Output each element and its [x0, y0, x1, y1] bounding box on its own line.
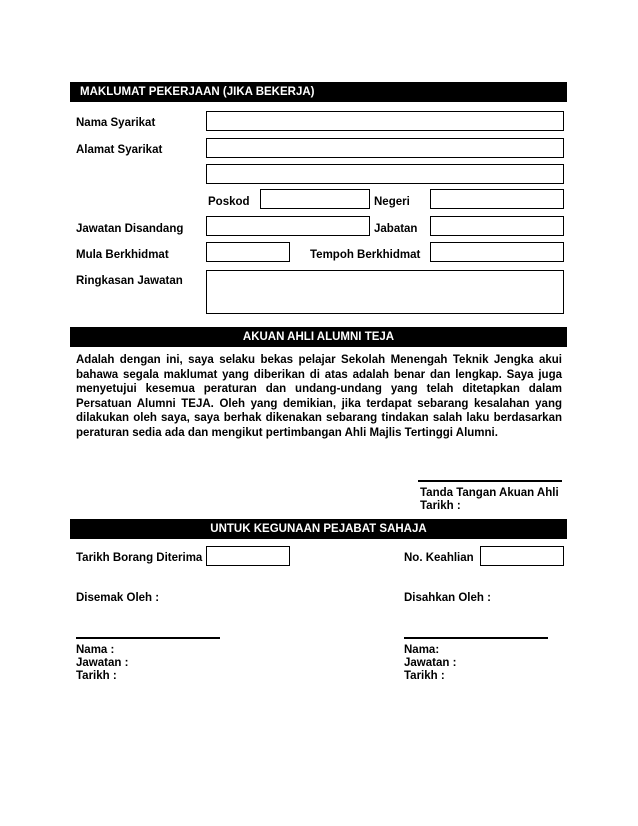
position-held-label: Jawatan Disandang — [76, 223, 184, 235]
checker-name-label: Nama : — [76, 644, 115, 656]
job-summary-label: Ringkasan Jawatan — [76, 275, 183, 287]
postcode-label: Poskod — [208, 196, 250, 208]
employment-section-header — [70, 82, 567, 102]
checked-by-label: Disemak Oleh : — [76, 592, 160, 604]
company-name-label: Nama Syarikat — [76, 117, 156, 129]
form-received-date-label: Tarikh Borang Diterima — [76, 552, 203, 564]
approver-date-label: Tarikh : — [404, 670, 445, 682]
approver-name-label: Nama: — [404, 644, 440, 656]
postcode-field[interactable] — [260, 189, 370, 209]
membership-number-field[interactable] — [480, 546, 564, 566]
start-date-label: Mula Berkhidmat — [76, 249, 169, 261]
approved-by-label: Disahkan Oleh : — [404, 592, 491, 604]
company-address-label: Alamat Syarikat — [76, 144, 163, 156]
form-received-date-field[interactable] — [206, 546, 290, 566]
membership-number-label: No. Keahlian — [404, 552, 474, 564]
member-signature-label: Tanda Tangan Akuan Ahli — [420, 487, 559, 499]
position-held-field[interactable] — [206, 216, 370, 236]
checker-date-label: Tarikh : — [76, 670, 117, 682]
state-label: Negeri — [374, 196, 410, 208]
department-label: Jabatan — [374, 223, 418, 235]
member-signature-line — [418, 480, 562, 482]
service-duration-label: Tempoh Berkhidmat — [310, 249, 421, 261]
start-date-field[interactable] — [206, 242, 290, 262]
company-address-field-line1[interactable] — [206, 138, 564, 158]
approver-position-label: Jawatan : — [404, 657, 457, 669]
member-date-label: Tarikh : — [420, 500, 461, 512]
office-section-title: UNTUK KEGUNAAN PEJABAT SAHAJA — [210, 523, 427, 535]
company-address-field-line2[interactable] — [206, 164, 564, 184]
state-field[interactable] — [430, 189, 564, 209]
declaration-section-title: AKUAN AHLI ALUMNI TEJA — [242, 331, 395, 343]
approver-signature-line — [404, 637, 548, 639]
job-summary-field[interactable] — [206, 270, 564, 314]
checker-signature-line — [76, 637, 220, 639]
service-duration-field[interactable] — [430, 242, 564, 262]
checker-position-label: Jawatan : — [76, 657, 129, 669]
employment-section-title: MAKLUMAT PEKERJAAN (JIKA BEKERJA) — [80, 86, 315, 98]
company-name-field[interactable] — [206, 111, 564, 131]
declaration-section-header — [70, 327, 567, 347]
office-section-header — [70, 519, 567, 539]
department-field[interactable] — [430, 216, 564, 236]
declaration-text: Adalah dengan ini, saya selaku bekas pelajar Sekolah Menengah Teknik Jengka akui bahawa segala maklumat yang diberikan di atas adalah benar dan lengkap. Saya juga menyetujui kesemua peraturan dan undang-undang yang telah ditetapkan dalam Persatuan Alumni TEJA. Oleh yang demikian, jika terdapat sebarang kesalahan yang dilakukan oleh saya, saya berhak dikenakan sebarang tindakan salah laku berdasarkan peraturan sedia ada dan mengikut pertimbangan Ahli Majlis Tertinggi Alumni. — [76, 354, 562, 439]
